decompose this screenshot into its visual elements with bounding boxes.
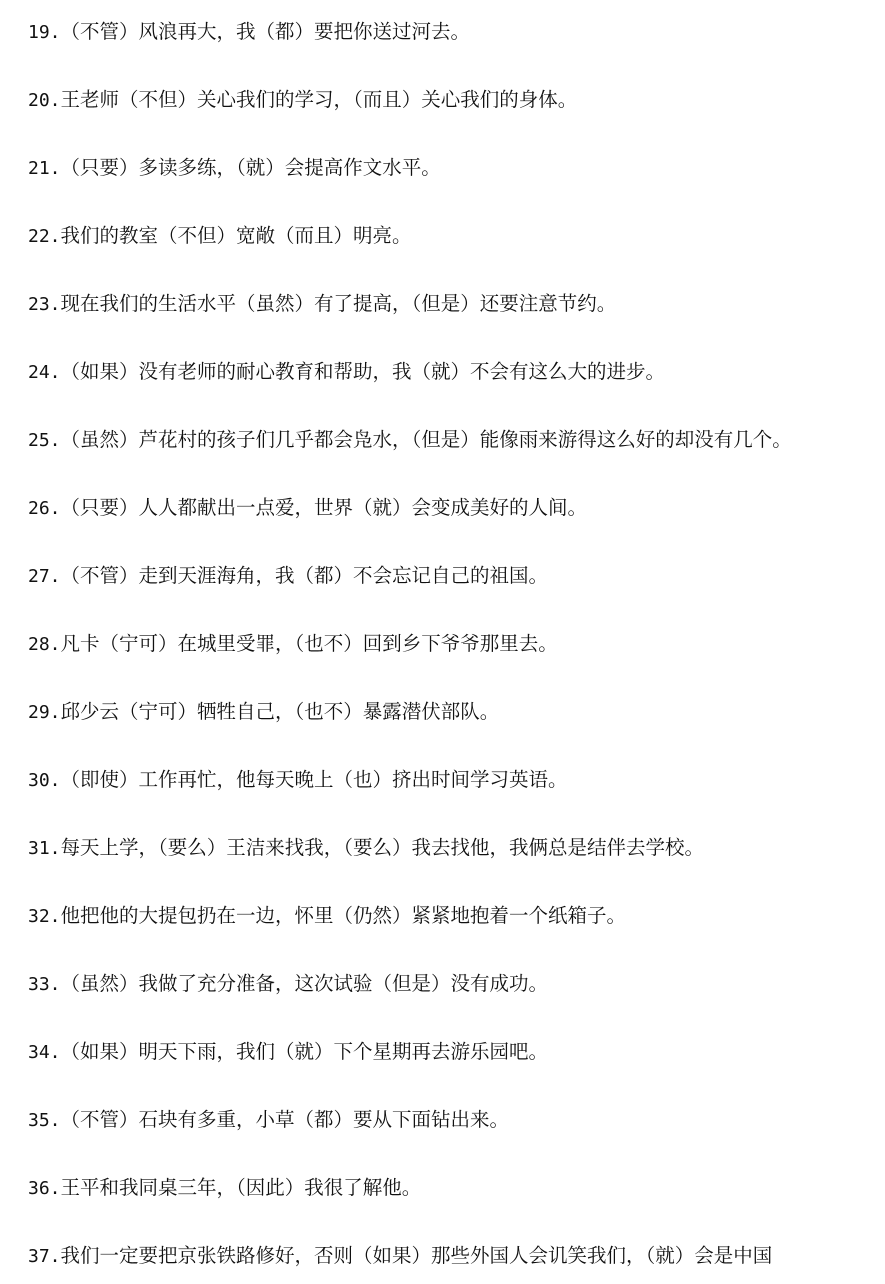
sentence-text: （虽然）我做了充分准备，这次试验（但是）没有成功。 [60, 972, 549, 995]
sentence-number: 30. [28, 770, 61, 791]
sentence-text: 凡卡（宁可）在城里受罪，（也不）回到乡下爷爷那里去。 [60, 632, 558, 655]
sentence-number: 31. [28, 838, 61, 859]
sentence-number: 35. [28, 1110, 61, 1131]
sentence-text: （如果）没有老师的耐心教育和帮助，我（就）不会有这么大的进步。 [60, 360, 666, 383]
sentence-text: （只要）人人都献出一点爱，世界（就）会变成美好的人间。 [60, 496, 588, 519]
sentence-23 [28, 291, 878, 318]
sentence-20 [28, 87, 878, 114]
sentence-text: （不管）走到天涯海角，我（都）不会忘记自己的祖国。 [60, 564, 549, 587]
sentence-number: 36. [28, 1178, 61, 1199]
sentence-text: （如果）明天下雨，我们（就）下个星期再去游乐园吧。 [60, 1040, 549, 1063]
sentence-text: （不管）风浪再大，我（都）要把你送过河去。 [60, 20, 471, 43]
sentence-text: （只要）多读多练，（就）会提高作文水平。 [60, 156, 441, 179]
sentence-text: 每天上学，（要么）王洁来找我，（要么）我去找他，我俩总是结伴去学校。 [60, 836, 705, 859]
sentence-25 [28, 427, 878, 454]
sentence-33 [28, 971, 878, 998]
sentence-number: 24. [28, 362, 61, 383]
sentence-32 [28, 903, 878, 930]
sentence-28 [28, 631, 878, 658]
sentence-text: 他把他的大提包扔在一边，怀里（仍然）紧紧地抱着一个纸箱子。 [60, 904, 627, 927]
sentence-34 [28, 1039, 878, 1066]
sentence-number: 20. [28, 90, 61, 111]
sentence-number: 21. [28, 158, 61, 179]
sentence-text: 王平和我同桌三年，（因此）我很了解他。 [60, 1176, 422, 1199]
sentence-text: 邱少云（宁可）牺牲自己，（也不）暴露潜伏部队。 [60, 700, 500, 723]
sentence-text: 王老师（不但）关心我们的学习，（而且）关心我们的身体。 [60, 88, 578, 111]
sentence-26 [28, 495, 878, 522]
sentence-24 [28, 359, 878, 386]
sentence-number: 29. [28, 702, 61, 723]
sentence-36 [28, 1175, 878, 1202]
sentence-30 [28, 767, 878, 794]
sentence-text: （即使）工作再忙，他每天晚上（也）挤出时间学习英语。 [60, 768, 568, 791]
sentence-text: 我们的教室（不但）宽敞（而且）明亮。 [60, 224, 412, 247]
sentence-text: （虽然）芦花村的孩子们几乎都会凫水，（但是）能像雨来游得这么好的却没有几个。 [60, 428, 792, 451]
sentence-number: 32. [28, 906, 61, 927]
sentence-21 [28, 155, 878, 182]
sentence-number: 28. [28, 634, 61, 655]
sentence-text: 我们一定要把京张铁路修好，否则（如果）那些外国人会讥笑我们，（就）会是中国 [60, 1244, 773, 1267]
sentence-22 [28, 223, 878, 250]
sentence-text: （不管）石块有多重，小草（都）要从下面钻出来。 [60, 1108, 510, 1131]
sentence-number: 26. [28, 498, 61, 519]
sentence-number: 37. [28, 1246, 61, 1267]
sentence-number: 19. [28, 22, 61, 43]
sentence-27 [28, 563, 878, 590]
sentence-number: 34. [28, 1042, 61, 1063]
sentence-number: 23. [28, 294, 61, 315]
sentence-35 [28, 1107, 878, 1134]
sentence-31 [28, 835, 878, 862]
sentence-text: 现在我们的生活水平（虽然）有了提高，（但是）还要注意节约。 [60, 292, 617, 315]
sentence-29 [28, 699, 878, 726]
sentence-number: 22. [28, 226, 61, 247]
sentence-number: 27. [28, 566, 61, 587]
sentence-37 [28, 1243, 878, 1270]
sentence-number: 33. [28, 974, 61, 995]
sentence-number: 25. [28, 430, 61, 451]
sentence-19 [28, 19, 878, 46]
